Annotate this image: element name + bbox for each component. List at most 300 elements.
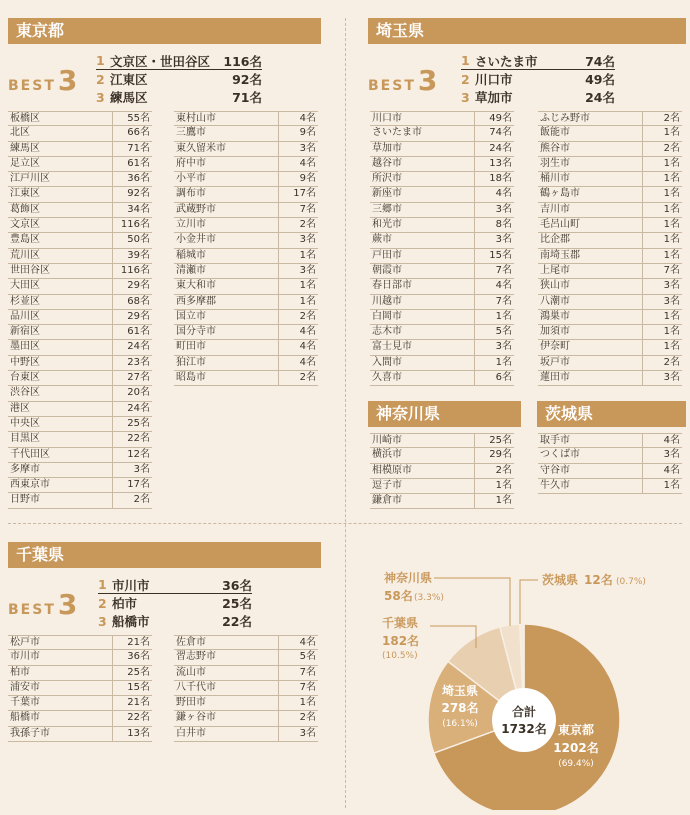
area-name: ふじみ野市	[540, 113, 590, 124]
table-row	[370, 264, 514, 279]
area-count: 24名	[112, 340, 152, 354]
area-count: 22名	[112, 711, 152, 725]
area-name: 浦安市	[10, 681, 40, 693]
table-row	[370, 464, 514, 479]
kanagawa-table	[370, 433, 514, 509]
area-count: 9名	[278, 172, 318, 186]
table-row	[8, 635, 152, 650]
area-count: 29名	[112, 279, 152, 293]
area-count: 36名	[112, 172, 152, 186]
area-name: 新座市	[372, 188, 402, 200]
best-rank: 1	[96, 53, 105, 68]
best-count: 116名	[223, 53, 262, 69]
area-name: 富士見市	[372, 341, 412, 353]
area-count: 13名	[112, 727, 152, 741]
table-row	[538, 111, 682, 126]
table-row	[538, 448, 682, 463]
best-name: 練馬区	[110, 90, 148, 105]
table-row	[538, 218, 682, 233]
area-count: 1名	[642, 310, 682, 324]
slice-label-pct: (3.3%)	[414, 593, 444, 603]
table-row	[370, 126, 514, 141]
table-row	[8, 356, 152, 371]
area-name: 川崎市	[372, 435, 402, 446]
area-count: 2名	[278, 371, 318, 385]
area-name: 東大和市	[176, 280, 216, 292]
table-row	[538, 310, 682, 325]
slice-label-name: 茨城県	[542, 573, 579, 587]
area-name: 大田区	[10, 280, 40, 292]
area-name: 狭山市	[540, 280, 570, 292]
area-name: 羽生市	[540, 157, 570, 169]
area-name: 府中市	[176, 157, 206, 169]
area-count: 7名	[474, 295, 514, 309]
table-row	[8, 711, 152, 726]
area-count: 18名	[474, 172, 514, 186]
area-count: 17名	[112, 478, 152, 492]
area-name: 春日部市	[372, 280, 412, 292]
table-row	[174, 187, 318, 202]
area-count: 2名	[278, 310, 318, 324]
best-count: 22名	[222, 614, 252, 629]
best-word: BEST	[8, 78, 56, 94]
table-row	[370, 371, 514, 386]
area-count: 61名	[112, 157, 152, 171]
area-name: 取手市	[540, 435, 570, 446]
area-name: 戸田市	[372, 249, 402, 261]
table-row	[370, 494, 514, 509]
leader-line	[434, 578, 510, 626]
table-row	[174, 696, 318, 711]
area-name: 鶴ヶ島市	[540, 188, 580, 200]
area-name: 松戸市	[10, 637, 40, 648]
area-name: 三郷市	[372, 203, 402, 215]
table-row	[174, 126, 318, 141]
area-count: 74名	[474, 126, 514, 140]
kanagawa-header: 神奈川県	[368, 401, 521, 427]
area-name: 東村山市	[176, 113, 216, 124]
area-name: 町田市	[176, 341, 206, 353]
area-count: 2名	[278, 711, 318, 725]
table-row	[8, 264, 152, 279]
area-count: 5名	[278, 650, 318, 664]
area-count: 3名	[474, 233, 514, 247]
table-row	[174, 157, 318, 172]
best-name: 柏市	[112, 596, 138, 611]
area-name: 蕨市	[372, 234, 392, 246]
table-row	[174, 111, 318, 126]
table-row	[370, 433, 514, 448]
area-name: 越谷市	[372, 157, 402, 169]
best-rank: 1	[461, 53, 470, 68]
table-row	[174, 279, 318, 294]
area-count: 1名	[642, 187, 682, 201]
area-count: 4名	[278, 157, 318, 171]
area-name: 荒川区	[10, 249, 40, 261]
area-count: 1名	[642, 325, 682, 339]
table-row	[8, 325, 152, 340]
area-count: 1名	[474, 494, 514, 508]
best-count: 74名	[585, 53, 615, 69]
area-name: 清瀬市	[176, 264, 206, 276]
tokyo-table-right	[174, 111, 318, 386]
best-count: 25名	[222, 596, 252, 611]
area-count: 3名	[278, 233, 318, 247]
best-row	[96, 52, 262, 70]
area-count: 7名	[642, 264, 682, 278]
area-count: 12名	[112, 448, 152, 462]
area-name: 稲城市	[176, 249, 206, 261]
area-name: 久喜市	[372, 372, 402, 384]
area-name: 千葉市	[10, 697, 40, 709]
table-row	[8, 310, 152, 325]
area-name: 八潮市	[540, 295, 570, 307]
table-row	[370, 295, 514, 310]
area-name: 千代田区	[10, 448, 50, 460]
area-count: 4名	[278, 325, 318, 339]
table-row	[8, 493, 152, 508]
area-count: 29名	[474, 448, 514, 462]
table-row	[174, 264, 318, 279]
area-count: 116名	[112, 264, 152, 278]
table-row	[8, 111, 152, 126]
table-row	[538, 325, 682, 340]
area-count: 8名	[474, 218, 514, 232]
table-row	[174, 295, 318, 310]
area-count: 3名	[642, 448, 682, 462]
table-row	[174, 142, 318, 157]
area-count: 25名	[112, 666, 152, 680]
area-count: 21名	[112, 696, 152, 710]
area-count: 7名	[278, 203, 318, 217]
area-count: 7名	[278, 666, 318, 680]
area-count: 3名	[278, 142, 318, 156]
area-name: 川口市	[372, 113, 402, 124]
area-count: 1名	[642, 172, 682, 186]
best-count: 71名	[232, 90, 262, 105]
slice-label-pct: (69.4%)	[558, 759, 594, 769]
table-row	[8, 727, 152, 742]
best-name: 草加市	[475, 90, 513, 105]
saitama-table-left	[370, 111, 514, 386]
area-name: 小平市	[176, 173, 206, 185]
pie-center-hole	[492, 688, 556, 752]
table-row	[538, 142, 682, 157]
area-count: 15名	[474, 249, 514, 263]
slice-label-count: 182名	[382, 634, 420, 648]
best-count: 49名	[585, 72, 615, 87]
area-count: 2名	[642, 356, 682, 370]
area-name: 川越市	[372, 295, 402, 307]
area-count: 7名	[474, 264, 514, 278]
area-count: 22名	[112, 432, 152, 446]
area-count: 17名	[278, 187, 318, 201]
table-row	[174, 325, 318, 340]
area-name: 練馬区	[10, 142, 40, 154]
area-name: 北区	[10, 127, 30, 139]
table-row	[8, 650, 152, 665]
slice-label-name: 埼玉県	[441, 684, 479, 698]
best-row	[96, 70, 262, 88]
chiba-header: 千葉県	[8, 542, 321, 568]
area-count: 1名	[642, 249, 682, 263]
table-row	[370, 448, 514, 463]
tokyo-table-left	[8, 111, 152, 509]
area-name: 我孫子市	[10, 727, 50, 739]
area-name: 習志野市	[176, 651, 216, 663]
area-count: 39名	[112, 249, 152, 263]
area-count: 36名	[112, 650, 152, 664]
area-name: 葛飾区	[10, 203, 40, 215]
area-name: 国立市	[176, 310, 206, 322]
best-rank: 3	[461, 89, 470, 105]
best-count: 92名	[232, 72, 262, 87]
tokyo-header: 東京都	[8, 18, 321, 44]
area-count: 92名	[112, 187, 152, 201]
table-row	[538, 279, 682, 294]
table-row	[8, 126, 152, 141]
best-rank: 2	[461, 71, 470, 87]
area-name: 武蔵野市	[176, 203, 216, 215]
area-name: 日野市	[10, 494, 40, 506]
area-count: 3名	[642, 371, 682, 385]
area-name: 調布市	[176, 188, 206, 200]
area-name: 草加市	[372, 142, 402, 154]
saitama-best-label	[368, 64, 437, 97]
best-word: BEST	[8, 602, 56, 618]
area-name: 世田谷区	[10, 264, 50, 276]
tokyo-best-list	[96, 52, 262, 106]
area-count: 4名	[278, 636, 318, 649]
area-count: 3名	[642, 295, 682, 309]
area-count: 1名	[474, 356, 514, 370]
area-name: 新宿区	[10, 326, 40, 338]
area-count: 4名	[474, 187, 514, 201]
area-count: 4名	[278, 356, 318, 370]
area-count: 1名	[278, 295, 318, 309]
slice-label-count: 12名	[584, 573, 613, 587]
chiba-table-left	[8, 635, 152, 742]
area-count: 55名	[112, 112, 152, 125]
area-name: 文京区	[10, 219, 40, 231]
table-row	[370, 479, 514, 494]
table-row	[8, 371, 152, 386]
area-count: 1名	[642, 218, 682, 232]
area-name: 桶川市	[540, 173, 570, 185]
table-row	[370, 325, 514, 340]
area-name: 和光市	[372, 219, 402, 231]
area-count: 7名	[278, 681, 318, 695]
table-row	[8, 448, 152, 463]
area-name: 江東区	[10, 188, 40, 200]
ibaraki-header: 茨城県	[537, 401, 686, 427]
table-row	[538, 371, 682, 386]
area-name: 鎌倉市	[372, 495, 402, 507]
total-value: 1732名	[501, 722, 547, 736]
vertical-divider	[345, 18, 346, 808]
table-row	[538, 157, 682, 172]
leader-line	[520, 580, 538, 624]
table-row	[538, 433, 682, 448]
table-row	[8, 233, 152, 248]
area-name: 西東京市	[10, 479, 50, 491]
best-name: 船橋市	[112, 614, 150, 629]
best-row	[98, 594, 252, 612]
table-row	[8, 386, 152, 401]
area-name: 目黒区	[10, 433, 40, 445]
area-count: 2名	[642, 112, 682, 125]
table-row	[8, 279, 152, 294]
area-count: 71名	[112, 142, 152, 156]
slice-label-name: 千葉県	[382, 616, 419, 630]
area-name: 白井市	[176, 727, 206, 739]
area-name: 台東区	[10, 372, 40, 384]
table-row	[174, 727, 318, 742]
area-count: 15名	[112, 681, 152, 695]
table-row	[370, 249, 514, 264]
best-name: 江東区	[110, 72, 148, 87]
area-name: 品川区	[10, 310, 40, 322]
tokyo-best-label	[8, 64, 77, 97]
area-name: 豊島区	[10, 234, 40, 246]
area-count: 1名	[642, 157, 682, 171]
best-row	[461, 70, 615, 88]
table-row	[538, 203, 682, 218]
table-row	[8, 295, 152, 310]
best-number: 3	[417, 64, 438, 97]
area-count: 3名	[474, 203, 514, 217]
slice-label-name: 神奈川県	[384, 571, 433, 585]
area-count: 1名	[642, 479, 682, 493]
table-row	[174, 233, 318, 248]
area-name: 鎌ヶ谷市	[176, 712, 216, 724]
table-row	[174, 371, 318, 386]
area-count: 23名	[112, 356, 152, 370]
area-name: 比企郡	[540, 234, 570, 246]
best-count: 24名	[585, 90, 615, 105]
area-name: 市川市	[10, 651, 40, 663]
area-count: 3名	[278, 264, 318, 278]
best-row	[96, 88, 262, 106]
area-count: 50名	[112, 233, 152, 247]
area-count: 29名	[112, 310, 152, 324]
area-count: 4名	[278, 340, 318, 354]
best-rank: 2	[96, 71, 105, 87]
table-row	[538, 464, 682, 479]
area-name: 多摩市	[10, 463, 40, 475]
area-count: 1名	[642, 340, 682, 354]
chiba-table-right	[174, 635, 318, 742]
table-row	[370, 310, 514, 325]
best-name: さいたま市	[475, 53, 538, 69]
area-name: 足立区	[10, 157, 40, 169]
best-rank: 3	[96, 89, 105, 105]
area-count: 1名	[278, 279, 318, 293]
saitama-best-list	[461, 52, 615, 106]
area-name: 相模原市	[372, 464, 412, 476]
area-count: 6名	[474, 371, 514, 385]
table-row	[174, 340, 318, 355]
area-name: 東久留米市	[176, 142, 226, 154]
area-count: 25名	[474, 434, 514, 447]
table-row	[370, 279, 514, 294]
horizontal-divider	[8, 523, 682, 524]
area-count: 25名	[112, 417, 152, 431]
area-name: 野田市	[176, 697, 206, 709]
area-name: 坂戸市	[540, 356, 570, 368]
best-word: BEST	[368, 78, 416, 94]
area-count: 68名	[112, 295, 152, 309]
table-row	[8, 187, 152, 202]
slice-label-count: 58名	[384, 589, 413, 603]
area-name: 中野区	[10, 356, 40, 368]
area-count: 1名	[642, 233, 682, 247]
area-count: 21名	[112, 636, 152, 649]
table-row	[8, 203, 152, 218]
table-row	[174, 666, 318, 681]
area-count: 5名	[474, 325, 514, 339]
table-row	[370, 340, 514, 355]
table-row	[8, 432, 152, 447]
area-name: 国分寺市	[176, 326, 216, 338]
table-row	[174, 203, 318, 218]
table-row	[174, 172, 318, 187]
area-name: 鴻巣市	[540, 310, 570, 322]
best-rank: 2	[98, 595, 107, 611]
area-name: 吉川市	[540, 203, 570, 215]
table-row	[370, 111, 514, 126]
table-row	[538, 172, 682, 187]
area-count: 2名	[278, 218, 318, 232]
area-name: 渋谷区	[10, 387, 40, 399]
total-label: 合計	[511, 705, 537, 719]
area-name: 牛久市	[540, 479, 570, 491]
prefecture-pie-chart	[352, 560, 688, 810]
best-row	[98, 612, 252, 630]
best-row	[461, 88, 615, 106]
table-row	[8, 681, 152, 696]
table-row	[538, 295, 682, 310]
area-name: 守谷市	[540, 464, 570, 476]
area-name: 狛江市	[176, 356, 206, 368]
slice-label-count: 278名	[441, 701, 479, 715]
table-row	[8, 249, 152, 264]
table-row	[174, 711, 318, 726]
area-name: 白岡市	[372, 310, 402, 322]
area-count: 116名	[112, 218, 152, 232]
area-name: さいたま市	[372, 127, 422, 139]
slice-label-name: 東京都	[557, 723, 595, 737]
area-count: 13名	[474, 157, 514, 171]
table-row	[8, 666, 152, 681]
table-row	[370, 218, 514, 233]
saitama-header: 埼玉県	[368, 18, 686, 44]
area-name: 港区	[10, 402, 30, 414]
area-name: 南埼玉郡	[540, 249, 580, 261]
table-row	[174, 218, 318, 233]
area-count: 1名	[474, 479, 514, 493]
area-name: 中央区	[10, 417, 40, 429]
area-name: 伊奈町	[540, 341, 570, 353]
table-row	[8, 417, 152, 432]
area-name: 昭島市	[176, 372, 206, 384]
chiba-best-label	[8, 588, 77, 621]
area-count: 61名	[112, 325, 152, 339]
area-count: 4名	[278, 112, 318, 125]
area-count: 1名	[278, 696, 318, 710]
slice-label-count: 1202名	[553, 741, 599, 755]
area-name: 小金井市	[176, 234, 216, 246]
